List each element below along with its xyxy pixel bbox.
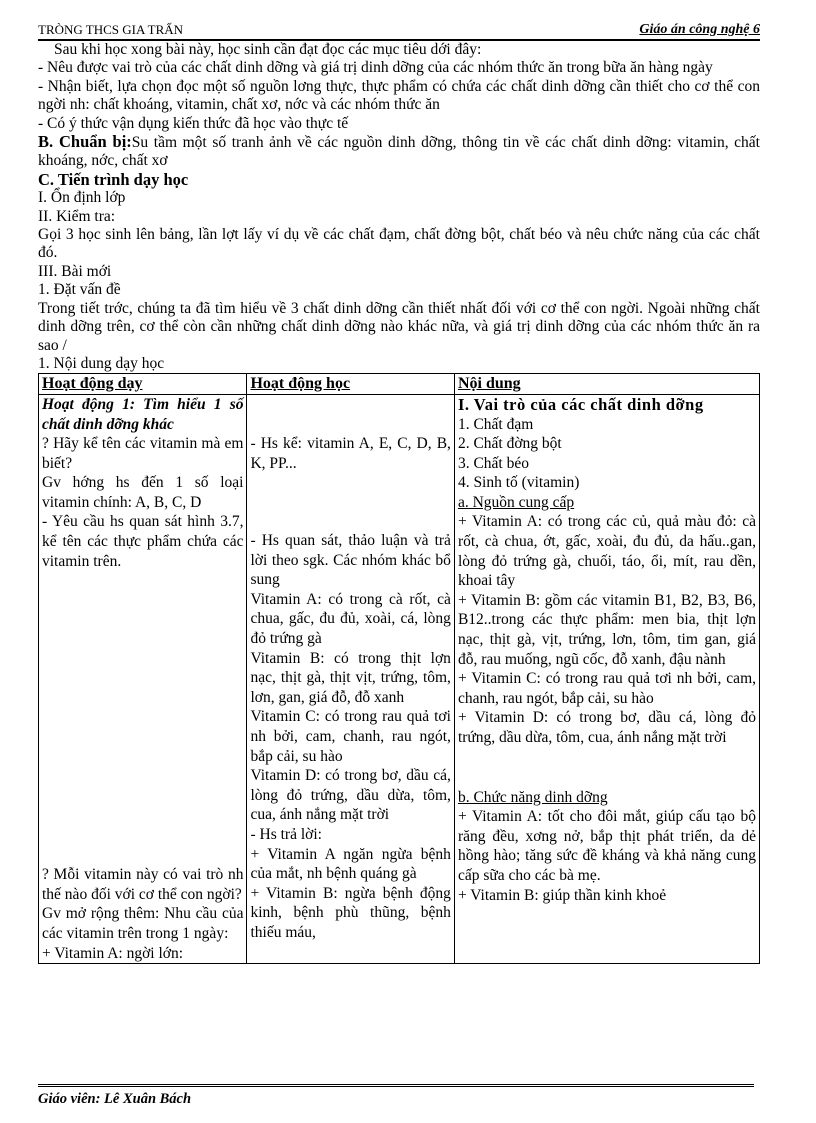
task-text: - Yêu cầu hs quan sát hình 3.7, kể tên các thực phẩm chứa các vitamin trên. xyxy=(42,513,244,570)
objectives-title: Sau khi học xong bài này, học sinh cần đạt đọc các mục tiêu dới đây: xyxy=(54,41,482,58)
school-name: TRÒNG THCS GIA TRẤN xyxy=(38,22,184,37)
observe-text: - Hs quan sát, thảo luận và trả lời theo sgk. Các nhóm khác bổ sung xyxy=(250,532,451,589)
objective-1: - Nêu được vai trò của các chất dinh dỡng và giá trị dinh dỡng của các nhóm thức ăn trong bữa ăn hàng ngày xyxy=(38,59,713,77)
problem-text: Trong tiết trớc, chúng ta đã tìm hiểu về 3 chất dinh dỡng cần thiết nhất đối với cơ thể con ngời. Ngoài những chất dinh dỡng trên, cơ thể còn cần những chất dinh dỡng nào khác nữa, và giá trị dinh dỡng của các nhóm thức ăn ra sao / xyxy=(38,299,760,354)
answer-2: - Hs trả lời: xyxy=(250,826,322,843)
question-1: ? Hãy kể tên các vitamin mà em biết? xyxy=(42,435,244,472)
learning-cell xyxy=(247,394,454,963)
source-title: a. Nguồn cung cấp xyxy=(457,493,575,511)
preparation xyxy=(38,133,760,171)
function-title: b. Chức năng dinh dỡng xyxy=(457,788,608,806)
nutrient-item: 3. Chất béo xyxy=(457,454,529,472)
page-footer xyxy=(38,1084,754,1108)
vitamin-b-source: Vitamin B: có trong thịt lợn nạc, thịt gà, thịt vịt, trứng, tôm, lơn, gan, giá đỗ, đỗ xanh xyxy=(250,649,451,706)
prep-label: B. Chuẩn bị: xyxy=(38,132,132,152)
vitamin-a-function: + Vitamin A: tốt cho đôi mắt, giúp cấu tạo bộ răng đều, xơng nở, bắp thịt phát triển, da dẻ hồng hào; tăng sức đề kháng và khả năng cung cấp sữa cho các bà mẹ. xyxy=(457,808,756,884)
section-title: I. Vai trò của các chất dinh dỡng xyxy=(457,394,704,414)
step-1: I. Ổn định lớp xyxy=(38,189,126,207)
table-header-row xyxy=(39,374,760,395)
subject-title: Giáo án công nghệ 6 xyxy=(639,22,760,37)
step-3: III. Bài mới xyxy=(38,262,112,280)
header-teaching: Hoạt động dạy xyxy=(39,374,247,395)
spacer xyxy=(250,473,450,531)
guide-text: Gv hớng hs đến 1 số loại vitamin chính: A, B, C, D xyxy=(42,474,244,511)
page-header xyxy=(38,22,760,41)
objective-3: - Có ý thức vận dụng kiến thức đã học vào thực tế xyxy=(38,114,349,132)
spacer xyxy=(458,748,756,788)
nutrient-item: 1. Chất đạm xyxy=(457,415,534,433)
vitamin-a-role: + Vitamin A ngăn ngừa bệnh của mắt, nh bệnh quáng gà xyxy=(250,845,451,883)
extend-text: Gv mở rộng thêm: Nhu cầu của các vitamin trên trong 1 ngày: xyxy=(42,905,244,943)
process-title: C. Tiến trình dạy học xyxy=(38,169,189,189)
nutrient-item: 2. Chất đờng bột xyxy=(457,435,562,453)
teacher-name: Giáo viên: Lê Xuân Bách xyxy=(38,1091,192,1107)
step-2: II. Kiểm tra: xyxy=(38,207,116,225)
sub-1: 1. Đặt vấn đề xyxy=(38,281,121,299)
lesson-page xyxy=(38,22,760,964)
vitamin-b-function: + Vitamin B: giúp thần kinh khoẻ xyxy=(457,886,667,904)
check-text: Gọi 3 học sinh lên bảng, lần lợt lấy ví dụ về các chất đạm, chất đờng bột, chất béo và nêu chức năng của các chất đó. xyxy=(38,226,760,262)
prep-text: Su tầm một số tranh ảnh về các nguồn dinh dỡng, thông tin về các chất dinh dỡng: vitamin, chất khoáng, nớc, chất xơ xyxy=(38,134,760,170)
nutrient-item: 4. Sinh tố (vitamin) xyxy=(457,474,580,492)
vitamin-d-source: Vitamin D: có trong bơ, dầu cá, lòng đỏ trứng, dầu dừa, tôm, cua, ánh nắng mặt trời xyxy=(250,767,451,824)
vitamin-b-role: + Vitamin B: ngừa bệnh động kinh, bệnh phù thũng, bệnh thiếu máu, xyxy=(250,884,451,941)
spacer xyxy=(42,571,243,865)
vitamin-c-source: Vitamin C: có trong rau quả tơi nh bởi, cam, chanh, rau ngót, bắp cải, su hào xyxy=(250,708,451,765)
vitamin-a-content: + Vitamin A: có trong các củ, quả màu đỏ: cà rốt, cà chua, ớt, gấc, xoài, đu đủ, da hấu..gan, lòng đỏ trứng gà, chuối, táo, ổi, mít, rau dền, khoai tây xyxy=(457,513,756,590)
table-row xyxy=(39,394,760,963)
vitamin-b-content: + Vitamin B: gồm các vitamin B1, B2, B3, B6, B12..trong các thực phẩm: men bia, thịt lợn nạc, thịt gà, vịt, trứng, lơn, tôm, tim gan, giá đỗ, rau muống, ngũ cốc, đỗ xanh, đậu nành xyxy=(457,591,756,668)
teaching-cell xyxy=(39,394,247,963)
vitamin-c-content: + Vitamin C: có trong rau quả tơi nh bởi, cam, chanh, rau ngót, bắp cải, su hào xyxy=(457,670,756,707)
vitamin-d-content: + Vitamin D: có trong bơ, dầu cá, lòng đỏ trứng, dầu dừa, tôm, cua, ánh nắng mặt trời xyxy=(457,709,756,746)
lesson-table xyxy=(38,373,760,964)
content-cell xyxy=(454,394,759,963)
vitamin-a-need: + Vitamin A: ngời lớn: xyxy=(42,944,184,962)
objective-2: - Nhận biết, lựa chọn đọc một số nguồn lơng thực, thực phẩm có chứa các chất dinh dỡng cần thiết cho cơ thể con ngời nh: chất khoáng, vitamin, chất xơ, nớc và các nhóm thức ăn xyxy=(38,77,760,114)
activity-title: Hoạt động 1: Tìm hiểu 1 số chất dinh dỡng khác xyxy=(42,395,244,433)
vitamin-a-source: Vitamin A: có trong cà rốt, cà chua, gấc, đu đủ, xoài, cá, lòng đỏ trứng gà xyxy=(250,590,451,648)
answer-1: - Hs kể: vitamin A, E, C, D, B, K, PP... xyxy=(250,434,451,472)
spacer xyxy=(250,395,450,434)
header-learning: Hoạt động học xyxy=(247,374,454,395)
header-content: Nội dung xyxy=(454,374,759,395)
sub-2: 1. Nội dung dạy học xyxy=(38,354,165,372)
question-2: ? Mỗi vitamin này có vai trò nh thế nào đối với cơ thể con ngời? xyxy=(42,866,244,903)
